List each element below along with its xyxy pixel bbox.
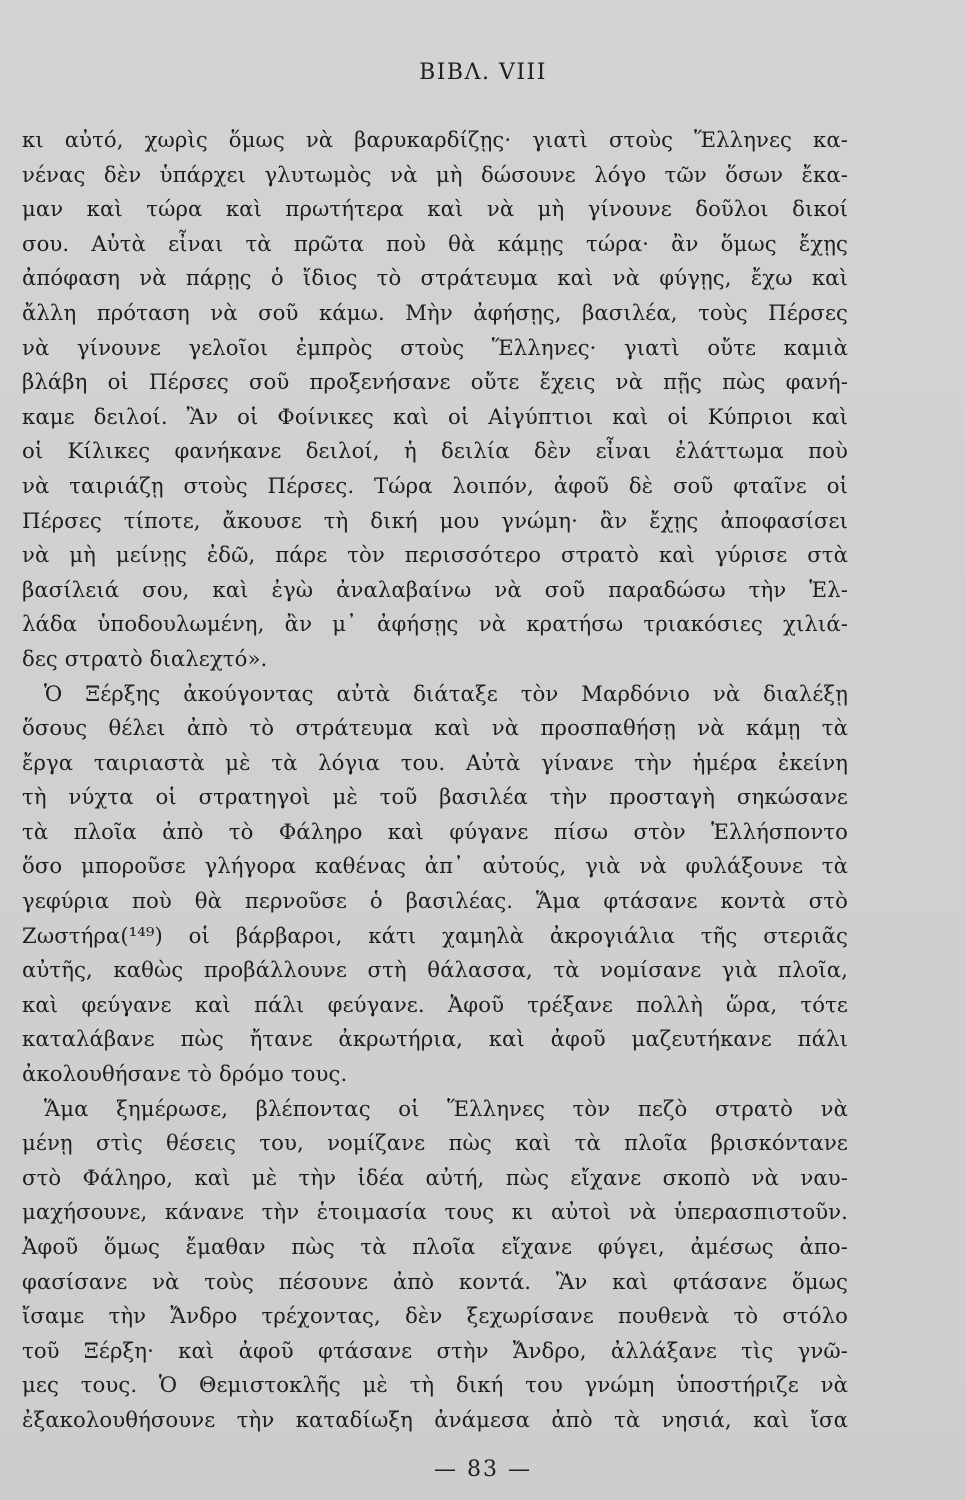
text-line: τὰ πλοῖα ἀπὸ τὸ Φάληρο καὶ φύγανε πίσω στὸν Ἑλλήσποντο (22, 818, 848, 844)
text-line: Ἅμα ξημέρωσε, βλέποντας οἱ Ἕλληνες τὸν πεζὸ στρατὸ νὰ (44, 1095, 848, 1121)
text-line: στὸ Φάληρο, καὶ μὲ τὴν ἰδέα αὐτή, πὼς εἴχανε σκοπὸ νὰ ναυ- (22, 1164, 848, 1190)
text-line: καμε δειλοί. Ἂν οἱ Φοίνικες καὶ οἱ Αἰγύπτιοι καὶ οἱ Κύπριοι καὶ (22, 403, 848, 429)
text-line: μαχήσουνε, κάνανε τὴν ἑτοιμασία τους κι αὐτοὶ νὰ ὑπερασπιστοῦν. (22, 1199, 848, 1225)
text-line: Ζωστήρα(¹⁴⁹) οἱ βάρβαροι, κάτι χαμηλὰ ἀκρογιάλια τῆς στεριᾶς (22, 922, 848, 948)
text-line: νὰ μὴ μείνῃς ἐδῶ, πάρε τὸν περισσότερο στρατὸ καὶ γύρισε στὰ (22, 542, 848, 568)
text-line: νένας δὲν ὑπάρχει γλυτωμὸς νὰ μὴ δώσουνε λόγο τῶν ὅσων ἔκα- (22, 161, 848, 187)
text-line: βασίλειά σου, καὶ ἐγὼ ἀναλαβαίνω νὰ σοῦ παραδώσω τὴν Ἑλ- (22, 576, 848, 602)
text-line: νὰ ταιριάζῃ στοὺς Πέρσες. Τώρα λοιπόν, ἀφοῦ δὲ σοῦ φταῖνε οἱ (22, 472, 848, 498)
text-line: ἔργα ταιριαστὰ μὲ τὰ λόγια του. Αὐτὰ γίνανε τὴν ἡμέρα ἐκείνη (22, 749, 848, 775)
text-line: τὴ νύχτα οἱ στρατηγοὶ μὲ τοῦ βασιλέα τὴν προσταγὴ σηκώσανε (22, 784, 848, 810)
text-line: ἴσαμε τὴν Ἄνδρο τρέχοντας, δὲν ξεχωρίσανε πουθενὰ τὸ στόλο (22, 1303, 848, 1329)
text-line: ὅσους θέλει ἀπὸ τὸ στράτευμα καὶ νὰ προσπαθήσῃ νὰ κάμῃ τὰ (22, 715, 848, 741)
text-line: ἀπόφαση νὰ πάρῃς ὁ ἴδιος τὸ στράτευμα καὶ νὰ φύγῃς, ἔχω καὶ (22, 265, 848, 291)
text-line: λάδα ὑποδουλωμένη, ἂν μ᾿ ἀφήσῃς νὰ κρατήσω τριακόσιες χιλιά- (22, 611, 848, 637)
text-line: Πέρσες τίποτε, ἄκουσε τὴ δική μου γνώμη· ἂν ἔχῃς ἀποφασίσει (22, 507, 848, 533)
text-line: φασίσανε νὰ τοὺς πέσουνε ἀπὸ κοντά. Ἂν καὶ φτάσανε ὅμως (22, 1268, 848, 1294)
text-line: τοῦ Ξέρξη· καὶ ἀφοῦ φτάσανε στὴν Ἄνδρο, ἀλλάξανε τὶς γνῶ- (22, 1337, 848, 1363)
text-line: μένῃ στὶς θέσεις του, νομίζανε πὼς καὶ τὰ πλοῖα βρισκόντανε (22, 1130, 848, 1156)
page-number: — 83 — (434, 1457, 532, 1482)
text-line: καταλάβανε πὼς ἤτανε ἀκρωτήρια, καὶ ἀφοῦ μαζευτήκανε πάλι (22, 1026, 848, 1052)
body-text (22, 123, 848, 1438)
text-line: Ἀφοῦ ὅμως ἔμαθαν πὼς τὰ πλοῖα εἴχανε φύγει, ἀμέσως ἀπο- (22, 1234, 848, 1259)
text-line: αὐτῆς, καθὼς προβάλλουνε στὴ θάλασσα, τὰ νομίσανε γιὰ πλοῖα, (22, 957, 848, 983)
text-line: οἱ Κίλικες φανήκανε δειλοί, ἡ δειλία δὲν εἶναι ἐλάττωμα ποὺ (22, 438, 848, 464)
running-head: ΒΙΒΛ. VIII (419, 60, 547, 85)
text-line: νὰ γίνουνε γελοῖοι ἐμπρὸς στοὺς Ἕλληνες· γιατὶ οὔτε καμιὰ (22, 334, 848, 360)
text-line: καὶ φεύγανε καὶ πάλι φεύγανε. Ἀφοῦ τρέξανε πολλὴ ὥρα, τότε (22, 991, 848, 1017)
text-line: ἐξακολουθήσουνε τὴν καταδίωξη ἀνάμεσα ἀπὸ τὰ νησιά, καὶ ἴσα (22, 1406, 848, 1432)
text-line: μαν καὶ τώρα καὶ πρωτήτερα καὶ νὰ μὴ γίνουνε δοῦλοι δικοί (22, 196, 848, 222)
text-line: σου. Αὐτὰ εἶναι τὰ πρῶτα ποὺ θὰ κάμῃς τώρα· ἂν ὅμως ἔχῃς (22, 230, 848, 256)
text-line: δες στρατὸ διαλεχτό». (22, 645, 268, 671)
text-line: βλάβη οἱ Πέρσες σοῦ προξενήσανε οὔτε ἔχεις νὰ πῇς πὼς φανή- (22, 369, 848, 395)
text-line: ὅσο μποροῦσε γλήγορα καθένας ἀπ᾿ αὐτούς, γιὰ νὰ φυλάξουνε τὰ (22, 853, 848, 879)
text-line: γεφύρια ποὺ θὰ περνοῦσε ὁ βασιλέας. Ἅμα φτάσανε κοντὰ στὸ (22, 888, 848, 914)
text-line: μες τους. Ὁ Θεμιστοκλῆς μὲ τὴ δική του γνώμη ὑποστήριζε νὰ (22, 1372, 848, 1398)
text-line: κι αὐτό, χωρὶς ὅμως νὰ βαρυκαρδίζῃς· γιατὶ στοὺς Ἕλληνες κα- (22, 127, 848, 152)
text-line: ἀκολουθήσανε τὸ δρόμο τους. (22, 1061, 348, 1087)
text-line: Ὁ Ξέρξης ἀκούγοντας αὐτὰ διάταξε τὸν Μαρδόνιο νὰ διαλέξῃ (44, 680, 848, 706)
text-line: ἄλλη πρόταση νὰ σοῦ κάμω. Μὴν ἀφήσῃς, βασιλέα, τοὺς Πέρσες (22, 299, 848, 325)
